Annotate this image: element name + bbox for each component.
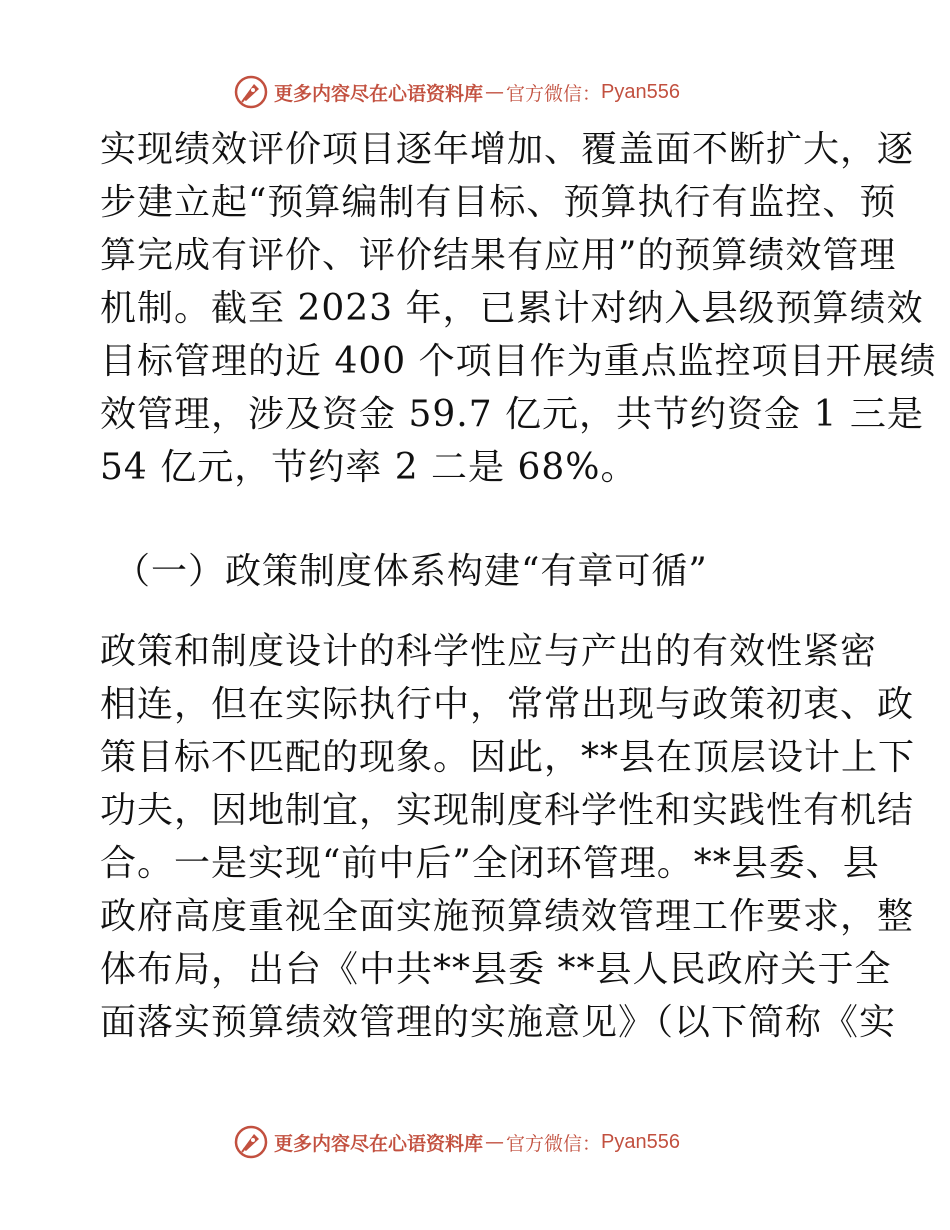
- text-line: 步建立起“预算编制有目标、预算执行有监控、预: [100, 182, 897, 223]
- text-line: 体布局，出台《中共**县委 **县人民政府关于全: [100, 949, 892, 990]
- text-line: 合。一是实现“前中后”全闭环管理。**县委、县: [100, 843, 880, 884]
- pen-nib-logo-icon: [234, 75, 268, 109]
- text-line: 政府高度重视全面实施预算绩效管理工作要求，整: [100, 896, 915, 937]
- text-line: 机制。截至 2023 年，已累计对纳入县级预算绩效: [100, 288, 924, 329]
- text-line: 功夫，因地制宜，实现制度科学性和实践性有机结: [100, 790, 915, 831]
- text-line: 算完成有评价、评价结果有应用”的预算绩效管理: [100, 235, 897, 276]
- paragraph-1: [100, 123, 937, 494]
- watermark-wechat-id: Pyan556: [601, 80, 680, 103]
- text-line: 相连，但在实际执行中，常常出现与政策初衷、政: [100, 684, 915, 725]
- text-line: 政策和制度设计的科学性应与产出的有效性紧密: [100, 631, 878, 672]
- watermark-separator: —: [485, 81, 505, 103]
- watermark-wechat-label: 官方微信：: [506, 82, 602, 105]
- pen-nib-logo-icon: [234, 1125, 268, 1159]
- watermark-brand-text: 更多内容尽在心语资料库: [274, 82, 484, 105]
- section-heading: （一）政策制度体系构建“有章可循”: [114, 551, 708, 592]
- watermark-separator: —: [485, 1131, 505, 1153]
- text-line: 目标管理的近 400 个项目作为重点监控项目开展绩: [100, 341, 937, 382]
- watermark-wechat-label: 官方微信：: [506, 1132, 602, 1155]
- text-line: 54 亿元，节约率 2 二是 68%。: [100, 447, 638, 488]
- text-line: 实现绩效评价项目逐年增加、覆盖面不断扩大，逐: [100, 129, 915, 170]
- text-line: 策目标不匹配的现象。因此，**县在顶层设计上下: [100, 737, 916, 778]
- text-line: 面落实预算绩效管理的实施意见》（以下简称《实: [100, 1002, 897, 1043]
- paragraph-2: [100, 625, 915, 1049]
- footer-watermark: [234, 1122, 680, 1162]
- text-line: 效管理，涉及资金 59.7 亿元，共节约资金 1 三是: [100, 394, 924, 435]
- header-watermark: [234, 72, 680, 112]
- watermark-wechat-id: Pyan556: [601, 1130, 680, 1153]
- watermark-brand-text: 更多内容尽在心语资料库: [274, 1132, 484, 1155]
